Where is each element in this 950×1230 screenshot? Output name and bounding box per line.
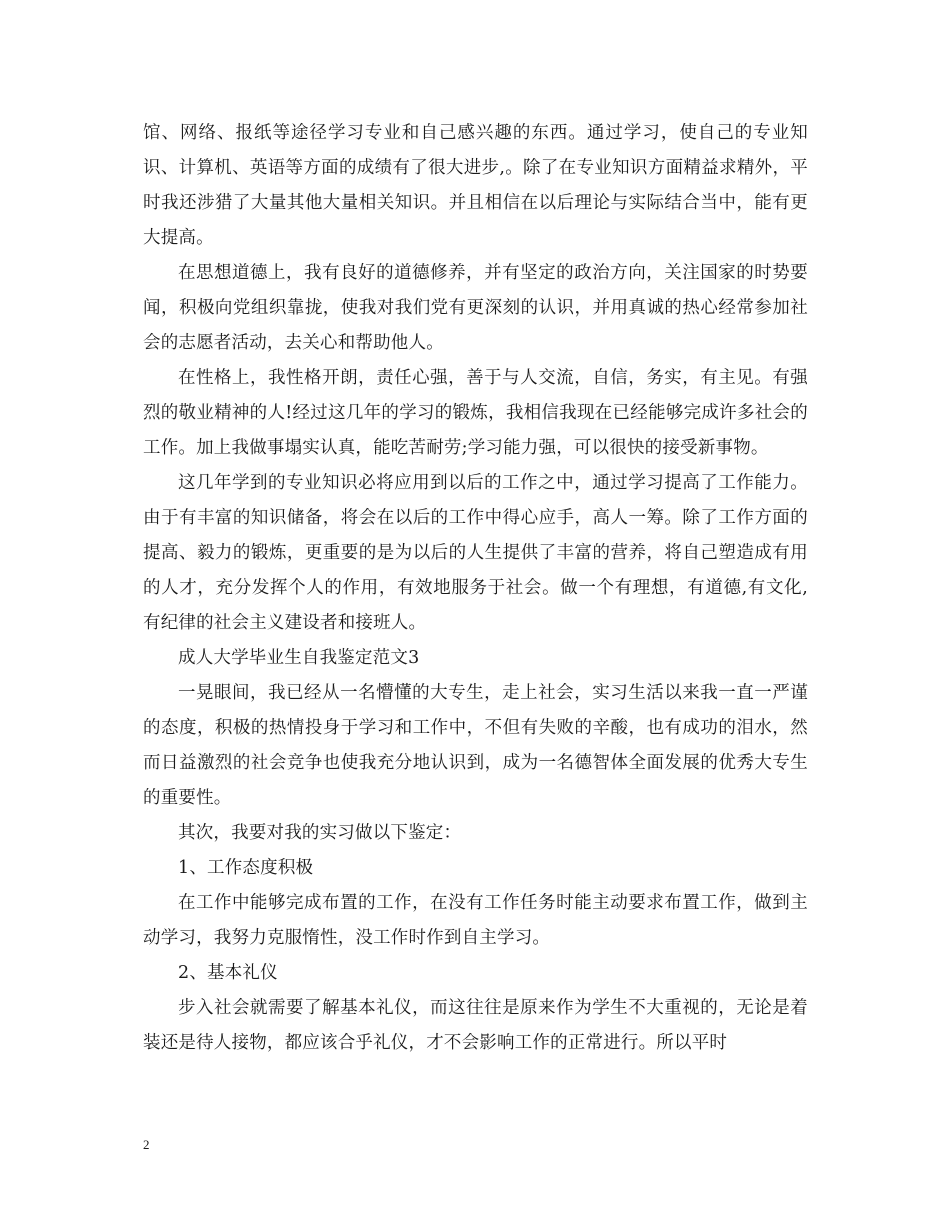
list-heading-etiquette: 2、基本礼仪: [178, 963, 278, 983]
section-heading-sample-3: 成人大学毕业生自我鉴定范文3: [178, 648, 420, 668]
paragraph-evaluation-lead: 其次，我要对我的实习做以下鉴定：: [178, 823, 462, 843]
document-body: [143, 116, 808, 1061]
paragraph-professional-knowledge: 这几年学到的专业知识必将应用到以后的工作之中，通过学习提高了工作能力。由于有丰富的知识储备，将会在以后的工作中得心应手，高人一筹。除了工作方面的提高、毅力的锻炼，更重要的是为以后的人生提供了丰富的营养，将自己塑造成有用的人才，充分发挥个人的作用，有效地服务于社会。做一个有理想，有道德,有文化,有纪律的社会主义建设者和接班人。: [143, 473, 808, 633]
page-number: 2: [143, 1137, 150, 1152]
paragraph-work-attitude: 在工作中能够完成布置的工作，在没有工作任务时能主动要求布置工作，做到主动学习，我努力克服惰性，没工作时作到自主学习。: [143, 893, 808, 948]
list-heading-work-attitude: 1、工作态度积极: [178, 858, 314, 878]
paragraph-internship-intro: 一晃眼间，我已经从一名懵懂的大专生，走上社会，实习生活以来我一直一严谨的态度，积极的热情投身于学习和工作中，不但有失败的辛酸，也有成功的泪水，然而日益激烈的社会竞争也使我充分地认识到，成为一名德智体全面发展的优秀大专生的重要性。: [143, 683, 808, 808]
paragraph-moral-character: 在思想道德上，我有良好的道德修养，并有坚定的政治方向，关注国家的时势要闻，积极向党组织靠拢，使我对我们党有更深刻的认识，并用真诚的热心经常参加社会的志愿者活动，去关心和帮助他人。: [143, 263, 808, 353]
paragraph-personality: 在性格上，我性格开朗，责任心强，善于与人交流，自信，务实，有主见。有强烈的敬业精神的人!经过这几年的学习的锻炼，我相信我现在已经能够完成许多社会的工作。加上我做事塌实认真，能吃苦耐劳;学习能力强，可以很快的接受新事物。: [143, 368, 808, 458]
paragraph-etiquette: 步入社会就需要了解基本礼仪，而这往往是原来作为学生不大重视的，无论是着装还是待人接物，都应该合乎礼仪，才不会影响工作的正常进行。所以平时: [143, 998, 808, 1053]
paragraph-continuation: 馆、网络、报纸等途径学习专业和自己感兴趣的东西。通过学习，使自己的专业知识、计算机、英语等方面的成绩有了很大进步,。除了在专业知识方面精益求精外，平时我还涉猎了大量其他大量相关知识。并且相信在以后理论与实际结合当中，能有更大提高。: [143, 123, 808, 248]
